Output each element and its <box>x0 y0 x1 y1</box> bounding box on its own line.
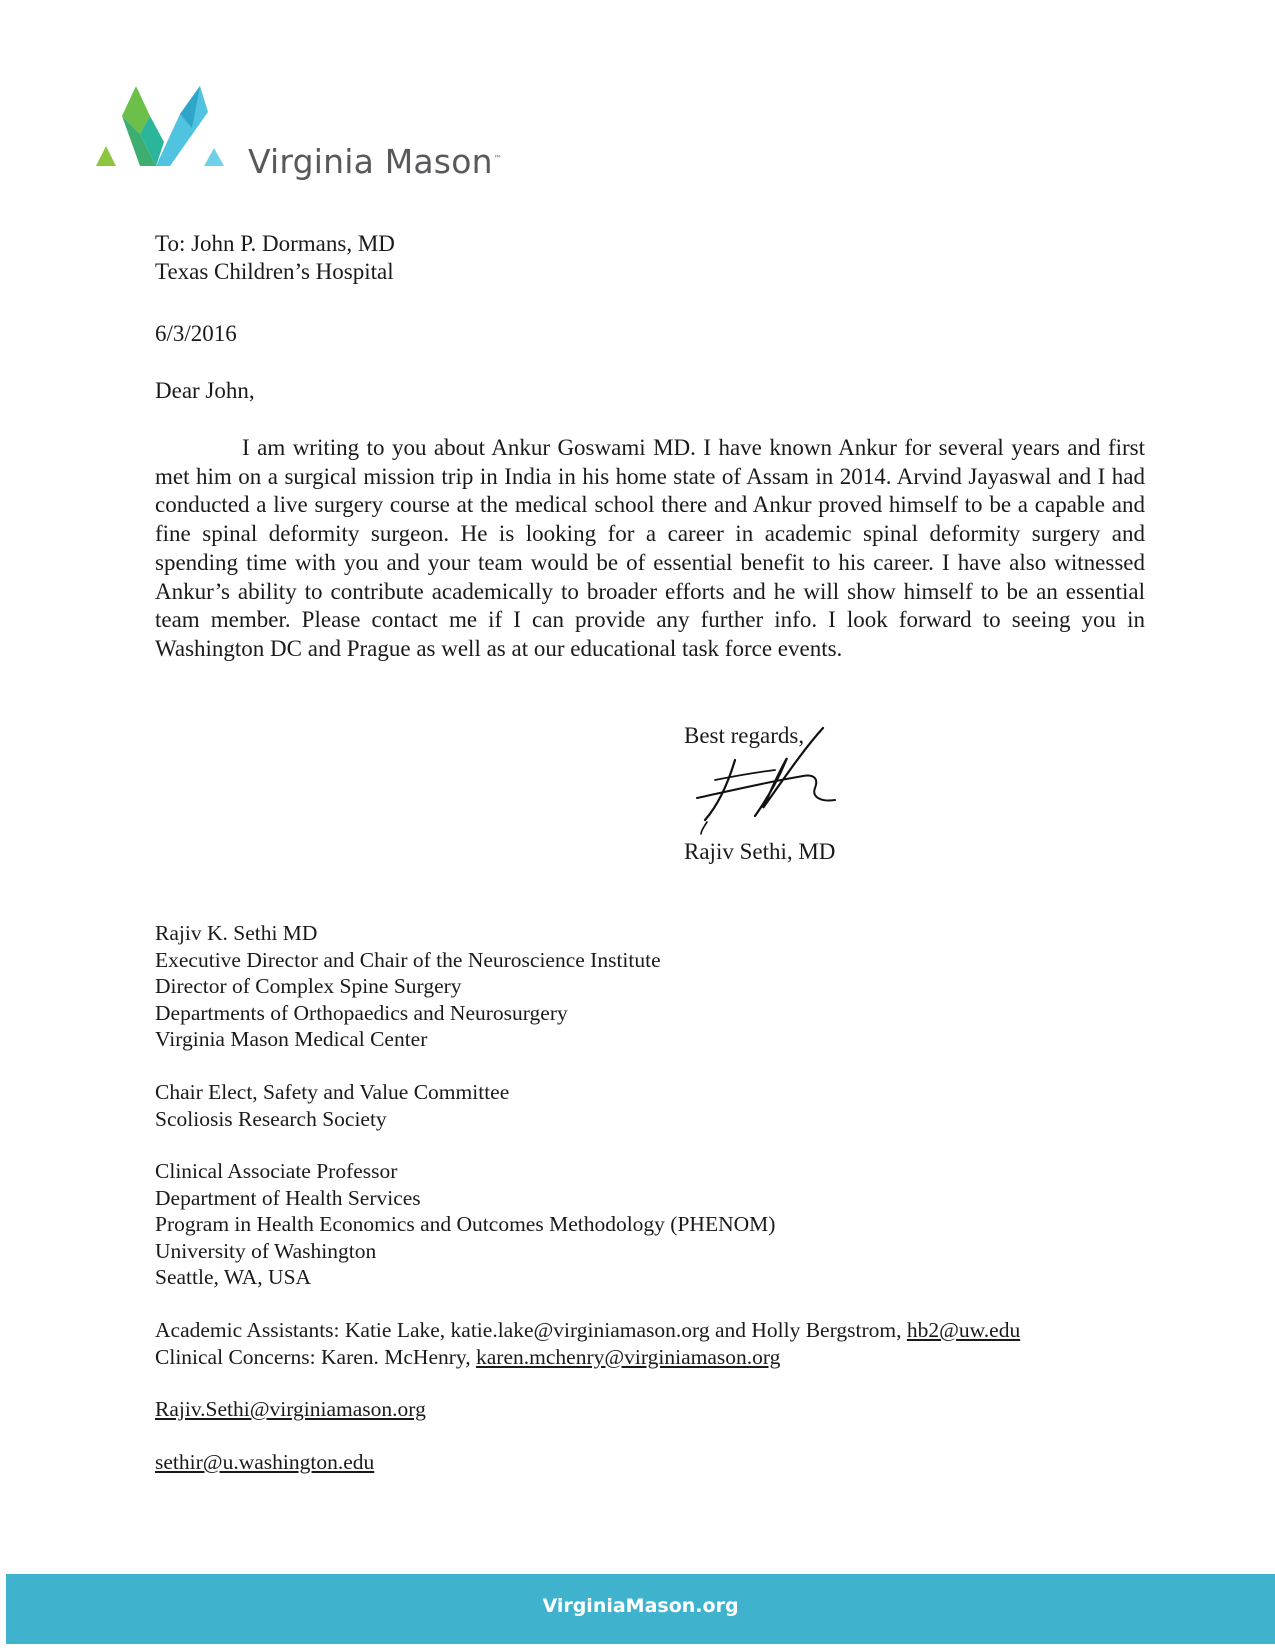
email-uw <box>155 1449 374 1476</box>
signature-titles <box>155 920 661 1053</box>
recipient-line: To: John P. Dormans, MD <box>155 231 395 256</box>
clinical-email-link[interactable]: karen.mchenry@virginiamason.org <box>476 1344 781 1369</box>
virginia-mason-logo <box>96 84 526 194</box>
letter-body: I am writing to you about Ankur Goswami MD. I have known Ankur for several years and first met him on a surgical mission trip in India in his home state of Assam in 2014. Arvind Jayaswal and I had conducted a live surgery course at the medical school there and Ankur proved himself to be a capable and fine spinal deformity surgeon. He is looking for a career in academic spinal deformity surgery and spending time with you and your team would be of essential benefit to his career. I have also witnessed Ankur’s ability to contribute academically to broader efforts and he will show himself to be an essential team member. Please contact me if I can provide any further info. I look forward to seeing you in Washington DC and Prague as well as at our educational task force events. <box>155 435 1145 661</box>
email-virginiamason <box>155 1396 426 1423</box>
footer-bar <box>6 1574 1275 1644</box>
title-line: Rajiv K. Sethi MD <box>155 921 318 945</box>
contacts-block <box>155 1317 1020 1370</box>
footer-url-link[interactable]: VirginiaMason.org <box>542 1595 739 1617</box>
logo-brand-name: Virginia Mason™ <box>248 142 502 181</box>
srs-titles <box>155 1079 509 1132</box>
email-link-virginiamason[interactable]: Rajiv.Sethi@virginiamason.org <box>155 1397 426 1421</box>
virginia-mason-logo-mark-icon <box>96 84 236 180</box>
recipient-block <box>155 230 395 286</box>
title-line: Departments of Orthopaedics and Neurosurgery <box>155 1000 568 1025</box>
salutation: Dear John, <box>155 378 255 403</box>
title-line: Program in Health Economics and Outcomes Methodology (PHENOM) <box>155 1212 776 1236</box>
recipient-organization: Texas Children’s Hospital <box>155 259 394 284</box>
title-line: Executive Director and Chair of the Neuroscience Institute <box>155 947 661 972</box>
title-line: Seattle, WA, USA <box>155 1265 312 1289</box>
academic-assistants-line: Academic Assistants: Katie Lake, katie.lake@virginiamason.org and Holly Bergstrom, hb2@uw.edu <box>155 1318 1021 1342</box>
signer-name: Rajiv Sethi, MD <box>684 839 836 864</box>
letter-date: 6/3/2016 <box>155 321 237 346</box>
email-link-uw[interactable]: sethir@u.washington.edu <box>155 1450 375 1474</box>
title-line: Virginia Mason Medical Center <box>155 1027 428 1051</box>
title-line: Director of Complex Spine Surgery <box>155 974 462 998</box>
title-line: Clinical Associate Professor <box>155 1159 398 1183</box>
closing: Best regards, <box>684 723 805 748</box>
title-line: Chair Elect, Safety and Value Committee <box>155 1080 510 1104</box>
uw-titles <box>155 1158 775 1291</box>
clinical-concerns-line: Clinical Concerns: Karen. McHenry, karen.mchenry@virginiamason.org <box>155 1344 781 1369</box>
title-line: Department of Health Services <box>155 1185 421 1210</box>
title-line: University of Washington <box>155 1238 377 1263</box>
academic-email-link[interactable]: hb2@uw.edu <box>906 1318 1021 1342</box>
handwritten-signature-icon <box>675 720 855 835</box>
title-line: Scoliosis Research Society <box>155 1106 387 1131</box>
